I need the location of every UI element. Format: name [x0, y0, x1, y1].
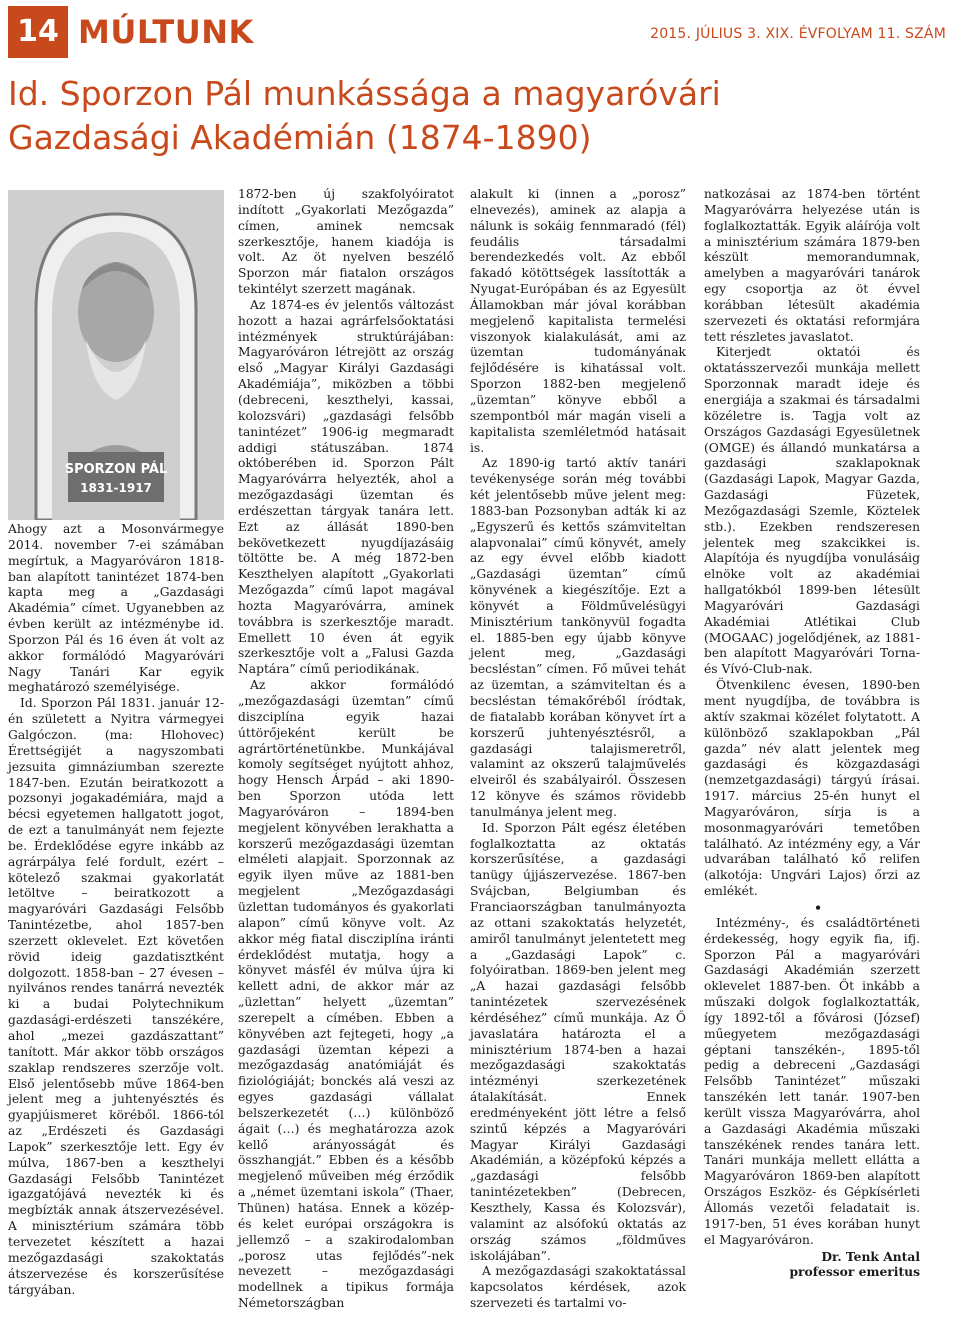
article-column-2: [238, 187, 454, 1312]
paragraph: 1872-ben új szakfolyóiratot indított „Gyakorlati Mezőgazda” címen, aminek nemcsak szerkesztője, hanem kiadója is volt. Az öt nyelven beszélő Sporzon már fiatalon országos tekintélyt szerzett magának.: [238, 187, 454, 297]
article-title-line2: Gazdasági Akadémián (1874-1890): [8, 118, 592, 157]
page-header: [0, 0, 960, 60]
author-title: professor emeritus: [789, 1264, 920, 1280]
issue-info: 2015. JÚLIUS 3. XIX. ÉVFOLYAM 11. SZÁM: [650, 26, 946, 42]
paragraph: Az 1874-es év jelentős változást hozott a hazai agrárfelsőoktatási intézmények struktúrájában: Magyaróváron létrejött az ország első „Magyar Királyi Gazdasági Akadémiája”, miközben a többi (debreceni, keszthelyi, kassai, kolozsvári) „gazdasági felsőbb tanintézet” 1906-ig megmaradt addigi státuszában. 1874 októberében id. Sporzon Pált Magyaróvárra helyezték, ahol a mezőgazdasági üzemtan és erdészettan tárgyak tanára lett. Ezt az állását 1890-ben bekövetkezett nyugdíjazásáig töltötte be. A még 1872-ben Keszthelyen alapított „Gyakorlati Mezőgazda” című lapot magával hozta Magyaróvárra, aminek továbbra is szerkesztője maradt. Emellett 10 éven át egyik szerkesztője volt a „Falusi Gazda Naptára” című periodikának.: [238, 297, 454, 677]
article-column-3: [470, 187, 686, 1312]
author-name: Dr. Tenk Antal: [821, 1248, 920, 1264]
section-bullet: •: [814, 899, 822, 915]
paragraph: Az akkor formálódó „mezőgazdasági üzemtan” című diszciplína egyik hazai úttörőjeként került be agrártörténetünkbe. Munkájával komoly segítséget nyújtott ahhoz, hogy Hensch Árpád – aki 1890-ben Sporzon utóda lett Magyaróváron – 1894-ben megjelent könyvében lerakhatta a korszerű mezőgazdasági üzemtan elméleti alapjait. Sporzonnak az egyik ilyen műve az 1881-ben megjelent „Mezőgazdasági üzlettan tudományos és gyakorlati alapon” című könyve volt. Az akkor még fiatal discziplína iránti érdeklődést mutatja, hogy a könyvet másfél év múlva újra ki kellett adni, de akkor már az „üzlettan” helyett „üzemtan” szerepelt a címében. Ebben a könyvében azt fejtegeti, hogy „a gazdasági üzemtan képezi a mezőgazdaság anatómiáját és fiziológiáját; bonckés alá veszi az egyes gazdasági vállalat belszerkezetét (…) különböző ágait (…) és meghatározza azok kellő arányosságát és összhangját.” Ebben és a később megjelenő műveiben még érződik a „német üzemtani iskola” (Thaer, Thünen) hatása. Ennek a közép- és kelet európai országokra is jellemző – a szakirodalomban „porosz utas fejlődés”-nek nevezett – mezőgazdasági modellnek a tipikus formája Németországban: [238, 678, 454, 1311]
paragraph: Ahogy azt a Mosonvármegye 2014. november 7-ei számában megírtuk, a Magyaróváron 1818-ban alapított tanintézet 1874-ben kapta meg a „Gazdasági Akadémia” címet. Ugyanebben az évben került az intézménybe id. Sporzon Pál és 16 éven át volt az akkor formálódó Magyaróvári Nagy Tanári Kar egyik meghatározó személyisége.: [8, 522, 224, 695]
section-title: MÚLTUNK: [78, 13, 254, 51]
article-title-line1: Id. Sporzon Pál munkássága a magyaróvári: [8, 74, 721, 113]
article-column-1: [8, 522, 224, 1298]
article-title: [8, 72, 948, 160]
relief-years-text: 1831-1917: [80, 481, 152, 495]
paragraph: Id. Sporzon Pál 1831. január 12-én született a Nyitra vármegyei Galgóczon. (ma: Hlohovec) Érettségijét a nagyszombati jezsuita gimnáziumban szerezte 1847-ben. Ezután beiratkozott a pozsonyi jogakadémiára, majd a bécsi egyetemen hallgatott jogot, de ezt a tanulmányát nem fejezte be. Érdeklődése egyre inkább az agrárpálya felé fordult, ezért – kötelező szakmai gyakorlatát letöltve – beiratkozott a magyaróvári Gazdasági Felsőbb Tanintézetbe, ahol 1857-ben szerzett oklevelet. Ezt követően rövid ideig gazdatisztként dolgozott. 1858-ban – 27 évesen – nyilvános rendes tanárrá nevezték ki a budai Polytechnikum gazdasági-erdészeti tanszékére, ahol „mezei gazdászattant” tanított. Már akkor több országos szaklap rendszeres szerzője volt. Első jelentősebb műve 1864-ben jelent meg a juhtenyésztés és gyapjúismeret köréből. 1866-tól az „Erdészeti és Gazdasági Lapok” szerkesztője lett. Egy év múlva, 1867-ben a keszthelyi Gazdasági Felsőbb Tanintézet igazgatójává nevezték ki és megbízták annak átszervezésével. A minisztérium számára több tervezetet készített a hazai mezőgazdasági szakoktatás átszervezése és korszerűsítése tárgyában.: [8, 696, 224, 1297]
paragraph: A mezőgazdasági szakoktatással kapcsolatos kérdések, azok szervezeti és tartalmi vo-: [470, 1264, 686, 1311]
paragraph: natkozásai az 1874-ben történt Magyaróvárra helyezése után is foglalkoztatták. Egyik aláírója volt a minisztérium számára 1879-ben készült memorandumnak, amelyben a magyaróvári tanárok egy csoportja az öt évvel korábban létesült akadémia szervezeti és oktatási reformjára tett részletes javaslatot.: [704, 187, 920, 344]
paragraph: Az 1890-ig tartó aktív tanári tevékenysége során még további két jelentősebb műve jelent meg: 1883-ban Pozsonyban adták ki az „Egyszerű és kettős számviteltan alapvonalai” című könyvét, amely az egy évvel előbb kiadott „Gazdasági üzemtan” című könyvének a kiegészítője. Ezt a könyvét a Földművelésügyi Minisztérium tankönyvül fogadta el. 1885-ben egy újabb könyve jelent meg, „Gazdasági becsléstan” címen. Fő művei tehát az üzemtan, a számviteltan és a becsléstan témakőréből íródtak, de fiatalabb korában könyvet írt a korszerű juhtenyésztésről, a gazdasági talajismeretről, valamint az okszerű talajművelés elveiről és szabályairól. Összesen 12 könyve és számos rövidebb tanulmánya jelent meg.: [470, 456, 686, 819]
paragraph: Ötvenkilenc évesen, 1890-ben ment nyugdíjba, de továbbra is aktív szakmai közélet folytatott. A különböző szaklapokban „Pál gazda” név alatt jelentek meg gazdasági és közgazdasági (nemzetgazdasági) tárgyú írásai. 1917. március 25-én hunyt el Magyaróváron, sírja is a mosonmagyaróvári temetőben található. Az intézmény egy, a Vár udvarában található kő relifen (alkotója: Ungvári Lajos) őrzi az emlékét.: [704, 678, 920, 899]
article-column-4: [704, 187, 920, 1280]
paragraph: Intézmény-, és családtörténeti érdekesség, hogy egyik fia, ifj. Sporzon Pál a magyaróvári Gazdasági Akadémián szerzett oklevelet 1887-ben. Őt inkább a műszaki dolgok foglalkoztatták, így 1892-től a fővárosi (József) műegyetem mezőgazdasági géptani tanszékén-, 1895-től pedig a debreceni „Gazdasági Felsőbb Tanintézet” műszaki tanszékén lett tanár. 1907-ben került vissza Magyaróvárra, ahol a Gazdasági Akadémia műszaki tanszékének rendes tanára lett. Tanári munkája mellett ellátta a Magyaróváron 1869-ben alapított Országos Eszköz- és Gépkísérleti Állomás vezetői feladatait is. 1917-ben, 51 éves korában hunyt el Magyaróváron.: [704, 915, 920, 1247]
relief-portrait-image: [8, 190, 224, 520]
paragraph: Id. Sporzon Pált egész életében foglalkoztatta az oktatás korszerűsítése, a gazdasági tanügy újjászervezése. 1867-ben Svájcban, Belgiumban és Franciaországban tanulmányozta az ottani szakoktatás helyzetét, amiről tanulmányt jelentetett meg a „Gazdasági Lapok” c. folyóiratban. 1869-ben jelent meg „A hazai gazdasági felsőbb tanintézetek szervezésének kérdéséhez” című munkája. Az Ő javaslatára határozta el a minisztérium 1874-ben a hazai mezőgazdasági szakoktatás intézményi szerkezetének átalakítását. Ennek eredményeként jött létre a felső szintű képzés a Magyaróvári Magyar Királyi Gazdasági Akadémián, a középfokú képzés a „gazdasági felsőbb tanintézetekben” (Debrecen, Keszthely, Kassa és Kolozsvár), valamint az alsófokú oktatás az ország számos „földműves iskolájában”.: [470, 820, 686, 1263]
relief-name-text: SPORZON PÁL: [64, 462, 168, 477]
page-number: 14: [8, 6, 68, 58]
paragraph: Kiterjedt oktatói és oktatásszervezői munkája mellett Sporzonnak maradt ideje és energiája a szakmai és társadalmi közéletre is. Tagja volt az Országos Gazdasági Egyesületnek (OMGE) és állandó munkatársa a gazdasági szaklapoknak (Gazdasági Lapok, Magyar Gazda, Gazdasági Füzetek, Mezőgazdasági Szemle, Köztelek stb.). Ezekben rendszeresen jelentek meg szakcikkei is. Alapítója és nyugdíjba vonulásáig elnöke volt az akadémiai hallgatókból 1899-ben létesült Magyaróvári Gazdasági Akadémiai Atlétikai Club (MOGAAC) jogelődjének, az 1881-ben alapított Magyaróvári Torna- és Vívó-Club-nak.: [704, 345, 920, 677]
paragraph: alakult ki (innen a „porosz” elnevezés), aminek az alapja a nálunk is sokáig fennmaradó (fél) feudális társadalmi berendezkedés volt. Az ebből fakadó kötöttségek lassították a Nyugat-Európában és az Egyesült Államokban már jóval korábban megjelenő kapitalista termelési viszonyok kialakulását, ami az üzemtan tudományának fejlődésére is kihatással volt. Sporzon 1882-ben megjelenő „üzemtan” könyve ebből a szempontból már magán viseli a kapitalista szemléletmód hatásait is.: [470, 187, 686, 455]
